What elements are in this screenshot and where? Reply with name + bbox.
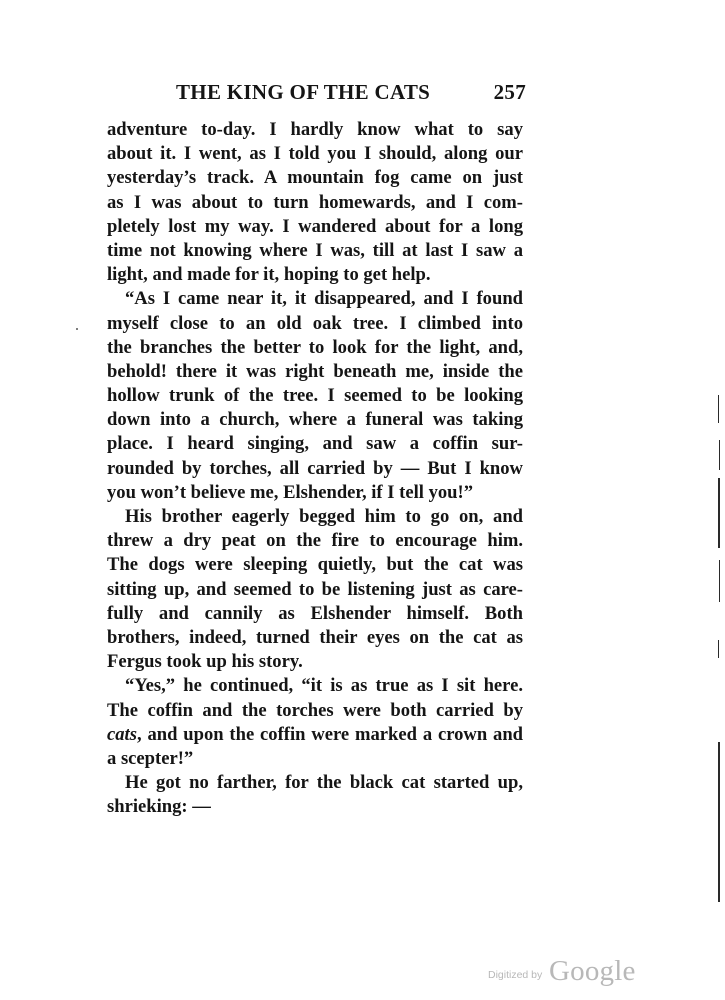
google-logo: Google [549,955,636,987]
text-line: yesterday’s track. A mountain fog came on just [107,167,523,189]
text-line: brothers, indeed, turned their eyes on the cat as [107,626,523,648]
text-line: The dogs were sleeping quietly, but the cat was [107,554,523,576]
text-line: rounded by torches, all carried by — But I know [107,457,523,479]
text-line: His brother eagerly begged him to go on, and [125,506,523,527]
text-line: place. I heard singing, and saw a coffin sur- [107,433,523,455]
text-line: shrieking: — [107,796,211,818]
text-line: fully and cannily as Elshender himself. Both [107,602,523,624]
text-line: myself close to an old oak tree. I climbed into [107,312,523,334]
running-head-title: THE KING OF THE CATS [176,80,431,104]
text-line: behold! there it was right beneath me, inside the [107,360,523,382]
text-line: threw a dry peat on the fire to encourage him. [107,530,523,552]
digitized-by-google-watermark [488,955,688,989]
text-line: about it. I went, as I told you I should, along our [107,143,523,165]
scan-edge-mark [718,478,720,548]
text-line: pletely lost my way. I wandered about for a long [107,215,523,237]
text-line: cats, and upon the coffin were marked a crown and [107,723,523,745]
text-line: Fergus took up his story. [107,651,303,673]
text-line: sitting up, and seemed to be listening just as care- [107,578,523,600]
scan-edge-mark [719,560,720,602]
scan-speck [76,328,78,330]
text-line: a scepter!” [107,747,194,769]
page-number: 257 [493,80,526,104]
text-line: you won’t believe me, Elshender, if I tell you!” [107,481,474,503]
text-line: hollow trunk of the tree. I seemed to be looking [107,385,523,407]
scan-edge-mark [718,640,719,658]
emphasis: cats [107,723,137,745]
text-line: down into a church, where a funeral was taking [107,409,523,431]
text-line: adventure to-day. I hardly know what to say [107,119,523,140]
body-text [107,118,523,819]
text-line: He got no farther, for the black cat started up, [125,772,523,794]
text-line: “As I came near it, it disappeared, and I found [125,288,523,310]
text-line: “Yes,” he continued, “it is as true as I sit here. [125,675,523,697]
text-line: the branches the better to look for the light, and, [107,336,523,358]
text-line: The coffin and the torches were both carried by [107,699,523,721]
scan-edge-mark [718,395,719,423]
text-line: as I was about to turn homewards, and I com- [107,191,523,213]
scan-edge-mark [718,742,720,902]
scan-edge-mark [719,440,720,470]
text-line: light, and made for it, hoping to get help. [107,264,431,286]
text-line: time not knowing where I was, till at last I saw a [107,239,523,261]
watermark-prefix: Digitized by [488,969,543,981]
running-head [176,80,526,106]
